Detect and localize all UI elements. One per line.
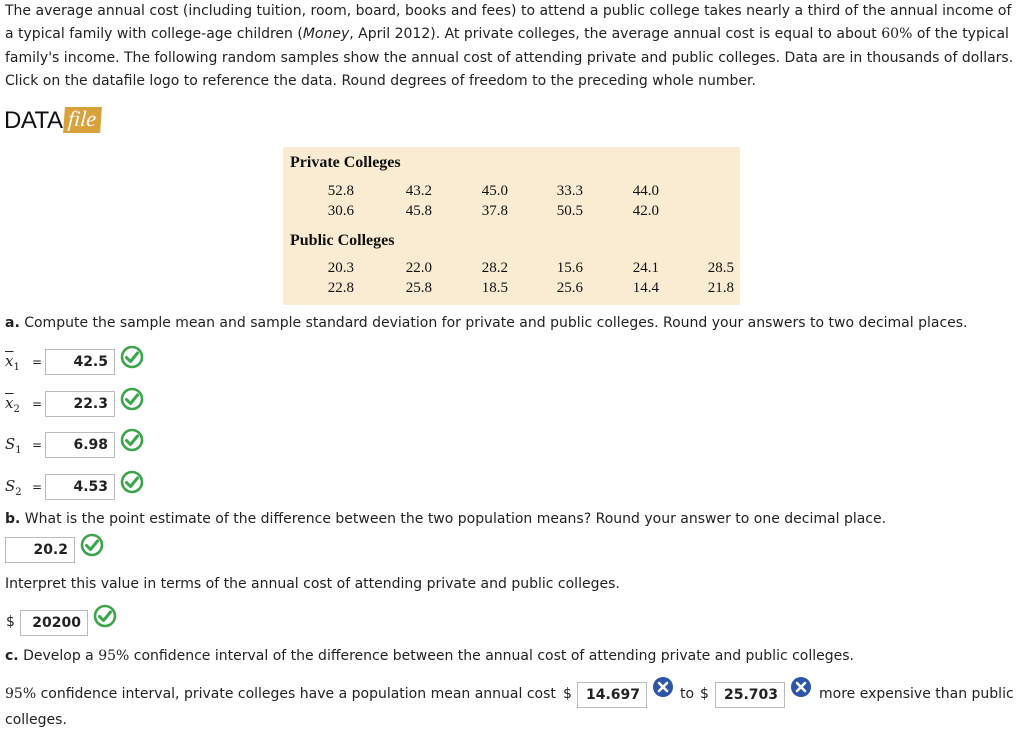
point-estimate-input[interactable]: 20.2 [5, 537, 75, 563]
table-cell: 28.5 [707, 260, 734, 276]
check-icon [120, 345, 144, 369]
table-cell: 52.8 [327, 183, 354, 199]
incorrect-icon [652, 676, 674, 698]
problem-intro: The average annual cost (including tuition, room, board, books and fees) to attend a public college takes nearly a third of the annual income of a typical family with college-age children (Money, April 2012). At private colleges, the average annual cost is equal to about 60% of the typical family's income. The following random samples show the annual cost of attending private and public colleges. Data are in thousands of dollars. Click on the datafile logo to reference the data. Round degrees of freedom to the preceding whole number. [5, 3, 1014, 89]
check-icon [120, 470, 144, 494]
table-cell: 22.0 [405, 260, 432, 276]
currency-symbol: $ [563, 686, 572, 702]
table-cell: 42.0 [632, 203, 659, 219]
x2-input[interactable]: 22.3 [45, 391, 115, 417]
table-cell: 25.8 [405, 280, 432, 296]
table-cell: 45.8 [405, 203, 432, 219]
currency-symbol: $ [700, 686, 709, 702]
table-cell: 28.2 [481, 260, 508, 276]
interpret-value-input[interactable]: 20200 [20, 610, 88, 636]
to-text: to [680, 686, 695, 702]
ci-tail-text-2: colleges. [5, 712, 67, 728]
table-cell: 30.6 [327, 203, 354, 219]
datafile-logo-data-text: DATA [4, 107, 63, 134]
part-b-question: b. What is the point estimate of the difference between the two population means? Round your answer to one decimal place. [5, 511, 887, 527]
table-cell: 18.5 [481, 280, 508, 296]
ci-upper-input[interactable]: 25.703 [715, 682, 785, 708]
check-icon [120, 428, 144, 452]
table-cell: 50.5 [556, 203, 583, 219]
table-cell: 37.8 [481, 203, 508, 219]
table-cell: 21.8 [707, 280, 734, 296]
private-colleges-header: Private Colleges [290, 154, 401, 171]
currency-symbol: $ [6, 614, 15, 630]
ci-sentence: 95% confidence interval, private colleges have a population mean annual cost [5, 686, 556, 702]
table-cell: 33.3 [556, 183, 583, 199]
check-icon [120, 387, 144, 411]
x2-label: $\overline{x}_2$ [5, 394, 20, 415]
equals-sign: = [32, 438, 43, 452]
part-a-question: a. Compute the sample mean and sample standard deviation for private and public colleges. Round your answers to two decimal places. [5, 315, 968, 331]
datafile-logo[interactable] [4, 107, 102, 133]
table-cell: 43.2 [405, 183, 432, 199]
equals-sign: = [32, 397, 43, 411]
incorrect-icon [790, 676, 812, 698]
table-cell: 20.3 [327, 260, 354, 276]
check-icon [93, 604, 117, 628]
data-table [283, 147, 740, 305]
s1-label: $S_1$ [5, 435, 22, 456]
interpret-text: Interpret this value in terms of the annual cost of attending private and public colleges. [5, 576, 620, 592]
datafile-logo-file-text: file [64, 107, 103, 133]
equals-sign: = [32, 355, 43, 369]
table-cell: 25.6 [556, 280, 583, 296]
ci-lower-input[interactable]: 14.697 [577, 682, 647, 708]
ci-tail-text: more expensive than public [819, 686, 1014, 702]
equals-sign: = [32, 480, 43, 494]
table-cell: 22.8 [327, 280, 354, 296]
table-cell: 24.1 [632, 260, 659, 276]
table-cell: 45.0 [481, 183, 508, 199]
s1-input[interactable]: 6.98 [45, 432, 115, 458]
table-cell: 44.0 [632, 183, 659, 199]
public-colleges-header: Public Colleges [290, 232, 395, 249]
s2-label: $S_2$ [5, 477, 22, 498]
part-c-question: c. Develop a 95% confidence interval of the difference between the annual cost of attending private and public colleges. [5, 648, 855, 664]
table-cell: 14.4 [632, 280, 659, 296]
check-icon [80, 533, 104, 557]
s2-input[interactable]: 4.53 [45, 474, 115, 500]
x1-input[interactable]: 42.5 [45, 349, 115, 375]
x1-label: $\overline{x}_1$ [5, 352, 20, 373]
table-cell: 15.6 [556, 260, 583, 276]
